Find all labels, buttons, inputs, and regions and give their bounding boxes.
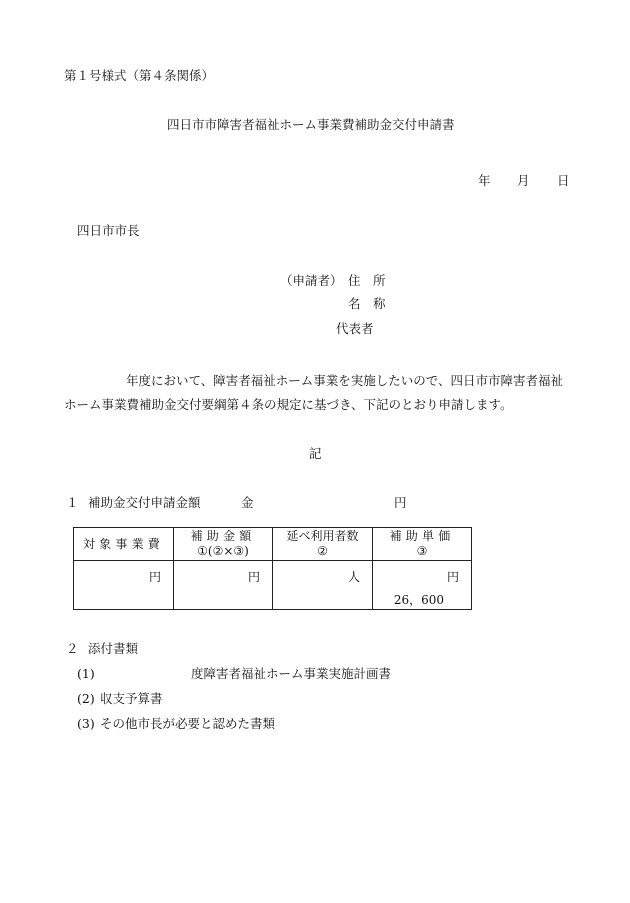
cell-subsidy-amount — [174, 561, 273, 610]
unit-person: 人 — [347, 570, 360, 584]
address-label: 住 所 — [348, 273, 386, 288]
unit-price-value: 26，600 — [393, 593, 444, 607]
date-month-label: 月 — [517, 173, 530, 188]
kin-label: 金 — [241, 495, 254, 510]
section-2-label: 添付書類 — [88, 641, 139, 656]
table-header-row — [74, 528, 472, 561]
form-number: 第１号様式（第４条関係） — [64, 68, 215, 83]
section-2-number: ２ — [66, 641, 79, 656]
header-subsidy-amount-text: 補助金額 — [190, 529, 256, 543]
cell-target-cost — [74, 561, 174, 610]
header-subsidy-amount-formula: ①(②×③) — [197, 544, 249, 558]
cell-unit-price — [373, 561, 472, 610]
cell-user-count — [273, 561, 373, 610]
attachment-1-marker: (1) — [77, 666, 95, 681]
body-line-1: 年度において、障害者福祉ホーム事業を実施したいので、四日市市障害者福祉 — [126, 373, 564, 388]
header-unit-price-marker: ③ — [416, 544, 428, 558]
table-value-row — [74, 561, 472, 610]
header-unit-price-text: 補助単価 — [389, 529, 455, 543]
unit-yen: 円 — [446, 570, 459, 584]
header-user-count-text: 延べ利用者数 — [286, 529, 359, 543]
header-target-cost-text: 対象事業費 — [82, 537, 164, 551]
name-label: 名 称 — [348, 296, 386, 311]
section-1-number: １ — [66, 495, 79, 510]
date-day-label: 日 — [557, 173, 570, 188]
header-subsidy-amount — [174, 528, 273, 561]
attachment-2-marker: (2) — [77, 691, 95, 706]
section-1-label: 補助金交付申請金額 — [88, 495, 201, 510]
attachment-1-text: 度障害者福祉ホーム事業実施計画書 — [191, 666, 392, 681]
header-unit-price — [373, 528, 472, 561]
header-user-count — [273, 528, 373, 561]
header-target-cost — [74, 528, 174, 561]
header-user-count-marker: ② — [317, 544, 328, 558]
attachment-3-text: その他市長が必要と認めた書類 — [100, 716, 276, 731]
date-year-label: 年 — [478, 173, 491, 188]
unit-yen: 円 — [247, 570, 260, 584]
applicant-prefix: （申請者） — [280, 273, 343, 288]
body-line-2: ホーム事業費補助金交付要綱第４条の規定に基づき、下記のとおり申請します。 — [64, 397, 513, 412]
unit-yen: 円 — [148, 570, 161, 584]
addressee: 四日市市長 — [77, 223, 140, 238]
attachment-3-marker: (3) — [77, 716, 95, 731]
document-title: 四日市市障害者福祉ホーム事業費補助金交付申請書 — [167, 117, 455, 132]
representative-label: 代表者 — [336, 321, 374, 336]
yen-label: 円 — [394, 495, 407, 510]
attachment-2-text: 収支予算書 — [100, 691, 163, 706]
subsidy-table — [73, 527, 472, 610]
ki-heading: 記 — [309, 446, 322, 461]
